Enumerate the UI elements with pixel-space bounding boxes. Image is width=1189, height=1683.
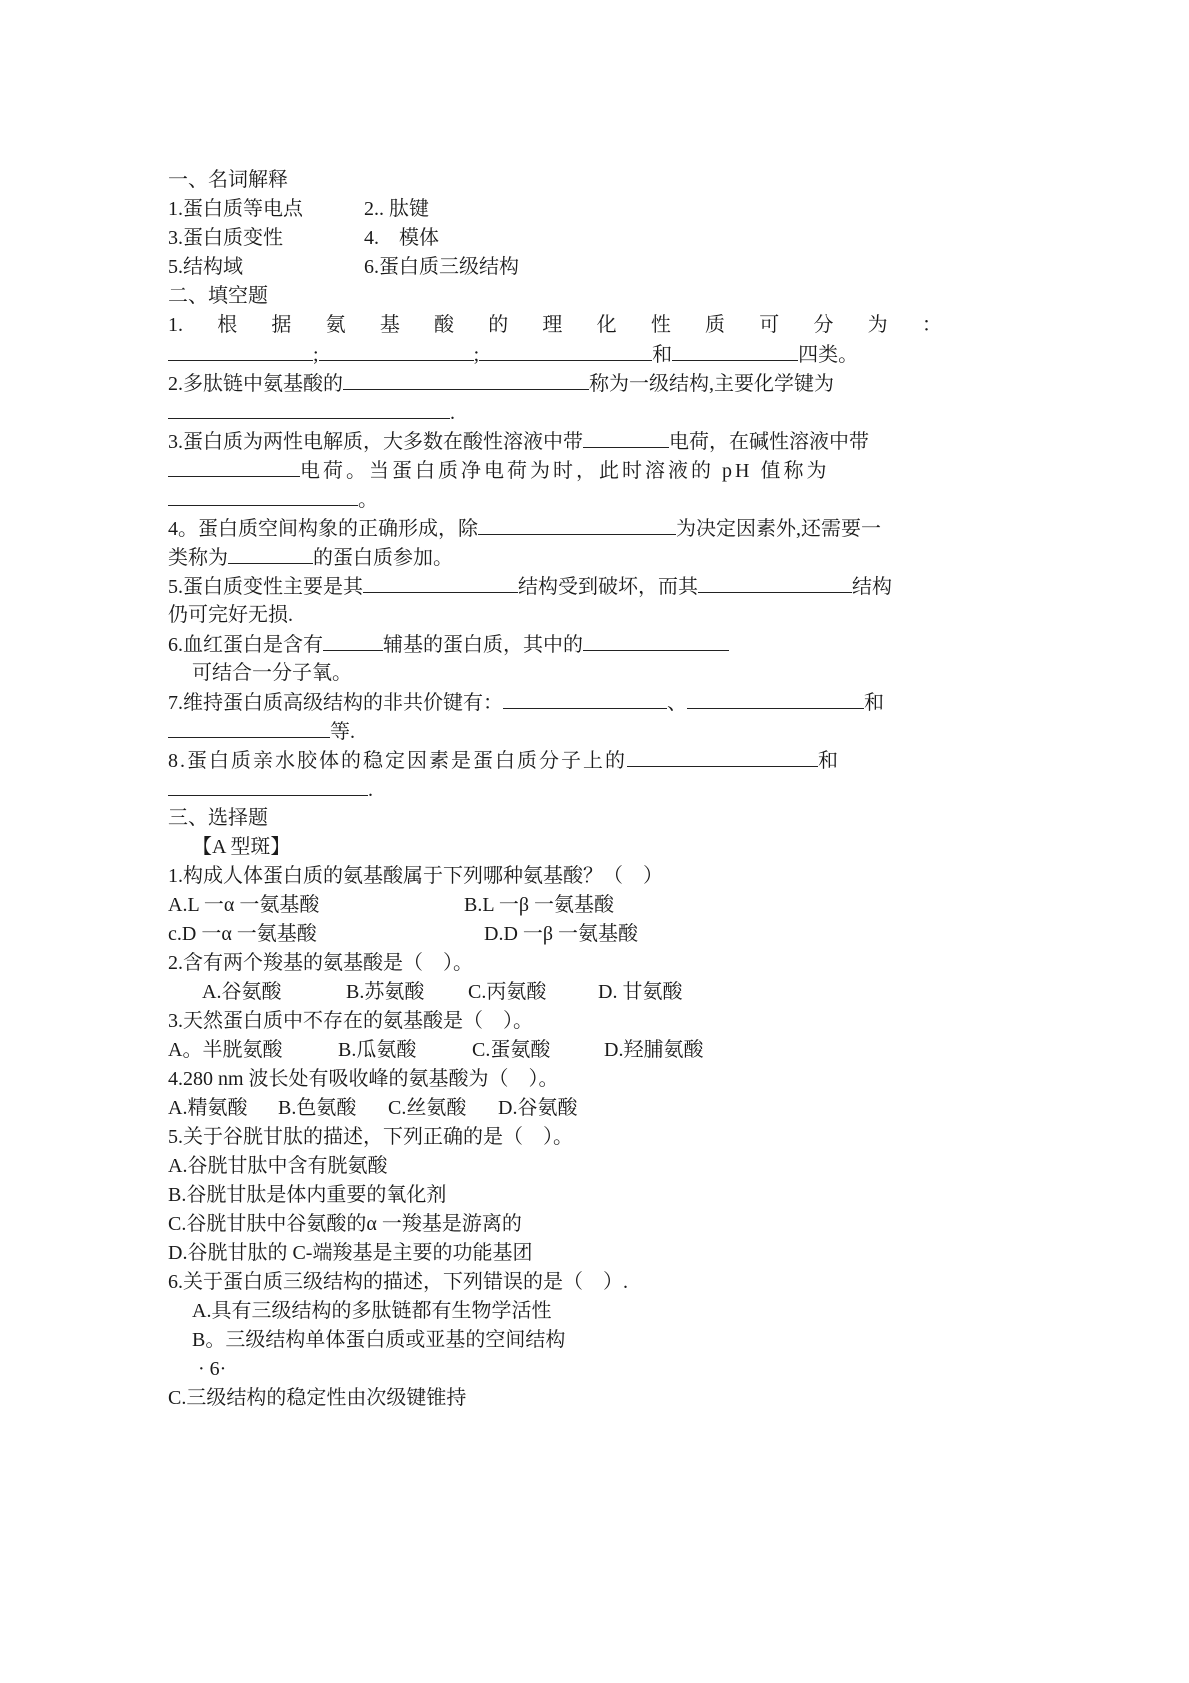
option-b: B.谷胱甘肽是体内重要的氧化剂 [168,1184,447,1206]
option-b: B.L 一β 一氨基酸 [464,894,614,916]
option-a: A.L 一α 一氨基酸 [168,894,320,916]
term-2: 2.. 肽键 [364,198,429,220]
text: . [368,779,373,801]
q-char: 的 [488,314,509,336]
option-a: A.具有三级结构的多肽链都有生物学活性 [192,1300,552,1322]
text: 4。蛋白质空间构象的正确形成，除 [168,518,478,540]
text: 结构 [852,576,892,598]
blank[interactable] [168,398,450,419]
term-3: 3.蛋白质变性 [168,227,283,249]
blank[interactable] [323,630,383,651]
question-stem: 2.含有两个羧基的氨基酸是（ ）。 [168,952,473,974]
term-1: 1.蛋白质等电点 [168,198,303,220]
text: 7.维持蛋白质高级结构的非共价键有： [168,692,503,714]
text: 8.蛋白质亲水胶体的稳定因素是蛋白质分子上的 [168,750,627,772]
q-char: 化 [596,314,617,336]
conjunction: 和 [864,692,884,714]
blank[interactable] [168,485,358,506]
q-char: 可 [759,314,780,336]
section-2-title: 二、填空题 [168,285,268,307]
text: 四类。 [798,344,859,366]
option-a: A.谷氨酸 [202,981,282,1003]
question-type-label: 【A 型斑】 [192,836,291,858]
blank[interactable] [479,340,652,361]
separator: ; [473,344,480,366]
text: 称为一级结构,主要化学键为 [589,373,834,395]
conjunction: 和 [818,750,838,772]
text: 类称为 [168,547,228,569]
fill-q1-stem [168,311,942,340]
text: 5.蛋白质变性主要是其 [168,576,363,598]
q-char: 据 [271,314,292,336]
question-stem: 5.关于谷胱甘肽的描述，下列正确的是（ ）。 [168,1126,573,1148]
option-c: C.丙氨酸 [468,981,547,1003]
term-6: 6.蛋白质三级结构 [364,256,519,278]
text: 电荷。当蛋白质净电荷为时，此时溶液的 pH 值称为 [300,460,830,482]
blank[interactable] [168,717,330,738]
separator: 、 [667,692,687,714]
q-char: 酸 [434,314,455,336]
q-char: 基 [379,314,400,336]
question-stem: 6.关于蛋白质三级结构的描述，下列错误的是（ ）. [168,1271,628,1293]
q-char: ： [921,314,942,336]
option-c: C.三级结构的稳定性由次级键锥持 [168,1387,467,1409]
q-char: 质 [705,314,726,336]
option-d: D.谷胱甘肽的 C-端羧基是主要的功能基团 [168,1242,533,1264]
blank[interactable] [168,775,368,796]
document-page [168,166,942,1413]
q-char: 1. [168,314,183,336]
term-5: 5.结构域 [168,256,243,278]
option-d: D. 甘氨酸 [598,981,683,1003]
blank[interactable] [583,427,669,448]
text: 3.蛋白质为两性电解质，大多数在酸性溶液中带 [168,431,583,453]
option-d: D.羟脯氨酸 [604,1039,704,1061]
blank[interactable] [343,369,589,390]
question-stem: 3.天然蛋白质中不存在的氨基酸是（ ）。 [168,1010,533,1032]
term-4: 4. 模体 [364,227,439,249]
q-char: 为 [867,314,888,336]
option-d: D.D 一β 一氨基酸 [484,923,639,945]
option-b: B.苏氨酸 [346,981,425,1003]
text: 6.血红蛋白是含有 [168,634,323,656]
question-stem: 4.280 nm 波长处有吸收峰的氨基酸为（ ）。 [168,1068,559,1090]
text: 的蛋白质参加。 [313,547,453,569]
q-char: 氨 [325,314,346,336]
blank[interactable] [687,688,864,709]
section-1-title: 一、名词解释 [168,169,288,191]
question-stem: 1.构成人体蛋白质的氨基酸属于下列哪种氨基酸？（ ） [168,865,663,887]
option-c: C.丝氨酸 [388,1097,467,1119]
option-a: A.谷胱甘肽中含有胱氨酸 [168,1155,388,1177]
q-char: 根 [217,314,238,336]
blank[interactable] [698,572,852,593]
section-3-title: 三、选择题 [168,807,268,829]
q-char: 性 [650,314,671,336]
blank[interactable] [228,543,313,564]
page-number: · 6· [198,1358,227,1380]
conjunction: 和 [652,344,673,366]
text: 。 [358,489,378,511]
option-c: C.蛋氨酸 [472,1039,551,1061]
blank[interactable] [168,456,300,477]
option-a: A.精氨酸 [168,1097,248,1119]
option-c: C.谷胱甘肤中谷氨酸的α 一羧基是游离的 [168,1213,522,1235]
text: . [450,402,455,424]
option-a: A。半胱氨酸 [168,1039,283,1061]
option-b: B。三级结构单体蛋白质或亚基的空间结构 [192,1329,566,1351]
text: 等. [330,721,355,743]
blank[interactable] [627,746,818,767]
option-b: B.瓜氨酸 [338,1039,417,1061]
blank[interactable] [672,340,798,361]
blank[interactable] [478,514,676,535]
option-c: c.D 一α 一氨基酸 [168,923,317,945]
blank[interactable] [583,630,729,651]
text: 结构受到破坏，而其 [518,576,698,598]
text: 为决定因素外,还需要一 [676,518,881,540]
blank[interactable] [503,688,667,709]
option-d: D.谷氨酸 [498,1097,578,1119]
option-b: B.色氨酸 [278,1097,357,1119]
text: 仍可完好无损. [168,604,293,626]
text: 电荷，在碱性溶液中带 [669,431,869,453]
q-char: 分 [813,314,834,336]
q-char: 理 [542,314,563,336]
text: 可结合一分子氧。 [192,662,352,684]
blank[interactable] [319,340,474,361]
blank[interactable] [363,572,518,593]
blank[interactable] [168,340,313,361]
separator: ; [313,344,319,366]
text: 辅基的蛋白质，其中的 [383,634,583,656]
text: 2.多肽链中氨基酸的 [168,373,343,395]
